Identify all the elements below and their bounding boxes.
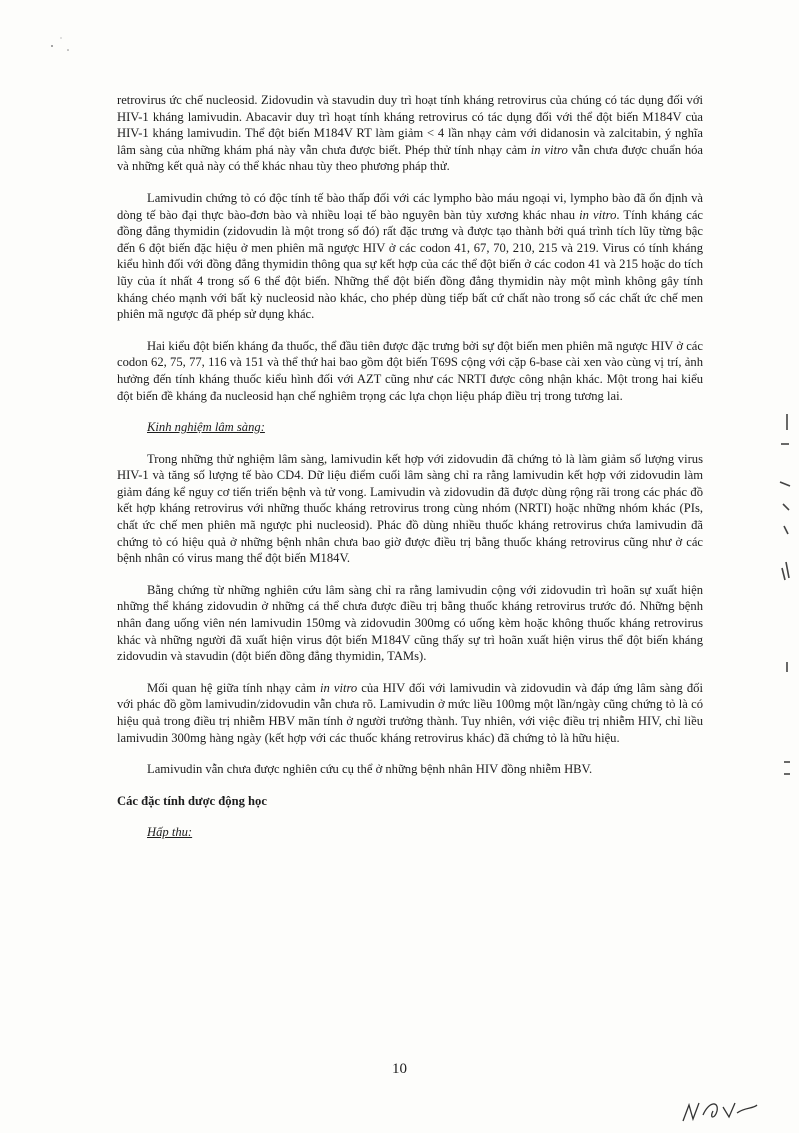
paragraph-multidrug-resistance: Hai kiểu đột biến kháng đa thuốc, thể đầu tiên được đặc trưng bởi sự đột biến men phiên mã ngược HIV ở các codon 62, 75, 77, 116 và 151 và thể thứ hai bao gồm đột biến T69S cộng với cặp 6-base cài xen vào cùng vị trí, ảnh hưởng đến tính kháng thuốc kiểu hình đối với AZT cũng như các NRTI được công nhận khác. Một trong hai kiểu đột biến đề kháng đa nucleosid hạn chế nghiêm trọng các lựa chọn liệu pháp điều trị trong tương lai. <box>117 338 703 403</box>
subheading-absorption: Hấp thu: <box>147 825 193 840</box>
binding-edge-marks <box>765 400 795 800</box>
subheading-clinical-experience: Kinh nghiệm lâm sàng: <box>147 420 265 435</box>
section-pharmacokinetics: Các đặc tính dược động học <box>117 793 267 808</box>
document-body <box>117 92 703 856</box>
paragraph-sensitivity-relation: Mối quan hệ giữa tính nhạy cảm in vitro của HIV đối với lamivudin và zidovudin và đáp ứng lâm sàng đối với phác đồ gồm lamivudin/zidovudin vẫn chưa rõ. Lamivudin ở mức liều 100mg một lần/ngày cũng chứng tỏ là có hiệu quả trong điều trị nhiễm HBV mãn tính ở người trưởng thành. Tuy nhiên, với việc điều trị nhiễm HIV, chỉ liều lamivudin 300mg hàng ngày (kết hợp với các thuốc kháng retrovirus khác) đã chứng tỏ là hữu hiệu. <box>117 680 703 745</box>
paragraph-cytotoxicity: Lamivudin chứng tỏ có độc tính tế bào thấp đối với các lympho bào máu ngoại vi, lympho bào đã ổn định và dòng tế bào đại thực bào-đơn bào và nhiều loại tế bào nguyên bàn tủy xương khác nhau in vitro. Tính kháng các đồng đẳng thymidin (zidovudin là một trong số đó) rất đặc trưng và được tạo thành bởi quá trình tích lũy từng bậc đến 6 đột biến đặc hiệu ở men phiên mã ngược HIV ở các codon 41, 67, 70, 210, 215 và 219. Virus có tính kháng kiểu hình đối với đồng đẳng thymidin thông qua sự kết hợp của các thể đột biến ở các codon 41 và 215 hoặc do tích lũy của ít nhất 4 trong số 6 thể đột biến. Những thể đột biến đồng đẳng thymidin này một mình không gây tính kháng chéo mạnh với bất kỳ nucleosid nào khác, cho phép dùng tiếp bất cứ chất nào trong số các chất ức chế men phiên mã ngược đã phép sử dụng khác. <box>117 190 704 322</box>
paragraph-hbv-coinfection: Lamivudin vẫn chưa được nghiên cứu cụ thể ở những bệnh nhân HIV đồng nhiễm HBV. <box>147 762 593 777</box>
paragraph-clinical-evidence: Bằng chứng từ những nghiên cứu lâm sàng chỉ ra rằng lamivudin cộng với zidovudin trì hoãn sự xuất hiện những thể kháng zidovudin ở những cá thể chưa được điều trị bằng thuốc kháng retrovirus trước đó. Những bệnh nhân đang uống viên nén lamivudin 150mg và zidovudin 300mg có uống kèm hoặc không thuốc kháng retrovirus khác và những người đã xuất hiện virus đột biến M184V cũng thấy sự trì hoãn xuất hiện virus thể đột biến kháng zidovudin và stavudin (đột biến đồng đẳng thymidin, TAMs). <box>117 582 703 664</box>
page-number: 10 <box>392 1061 407 1077</box>
paragraph-clinical-trials: Trong những thử nghiệm lâm sàng, lamivudin kết hợp với zidovudin đã chứng tỏ là làm giảm số lượng virus HIV-1 và tăng số lượng tế bào CD4. Dữ liệu điểm cuối lâm sàng chỉ ra rằng lamivudin kết hợp với zidovudin làm giảm đáng kể nguy cơ tiến triển bệnh và tử vong. Lamivudin và zidovudin đã được dùng rộng rãi trong các phác đồ kết hợp kháng retrovirus với những thuốc kháng retrovirus trong cùng nhóm (NRTI) hoặc những nhóm khác (PIs, chất ức chế men phiên mã ngược phi nucleosid). Phác đồ dùng nhiều thuốc kháng retrovirus chứa lamivudin đã chứng tỏ có hiệu quả ở những bệnh nhân chưa bao giờ được điều trị bằng thuốc kháng retrovirus cũng như ở các bệnh nhân có virus mang thể đột biến M184V. <box>117 451 703 566</box>
handwritten-initials <box>679 1093 759 1127</box>
paragraph-resistance-intro: retrovirus ức chế nucleosid. Zidovudin và stavudin duy trì hoạt tính kháng retrovirus của chúng có tác dụng đối với HIV-1 kháng lamivudin. Abacavir duy trì hoạt tính kháng retrovirus có tác dụng đối với thể đột biến M184V của HIV-1 kháng lamivudin. Thể đột biến M184V RT làm giảm < 4 lần nhạy cảm với didanosin và zalcitabin, ý nghĩa lâm sàng của những khám phá này vẫn chưa được biết. Phép thử tính nhạy cảm in vitro vẫn chưa được chuẩn hóa và những kết quả này có thể khác nhau tùy theo phương pháp thử. <box>117 93 703 174</box>
